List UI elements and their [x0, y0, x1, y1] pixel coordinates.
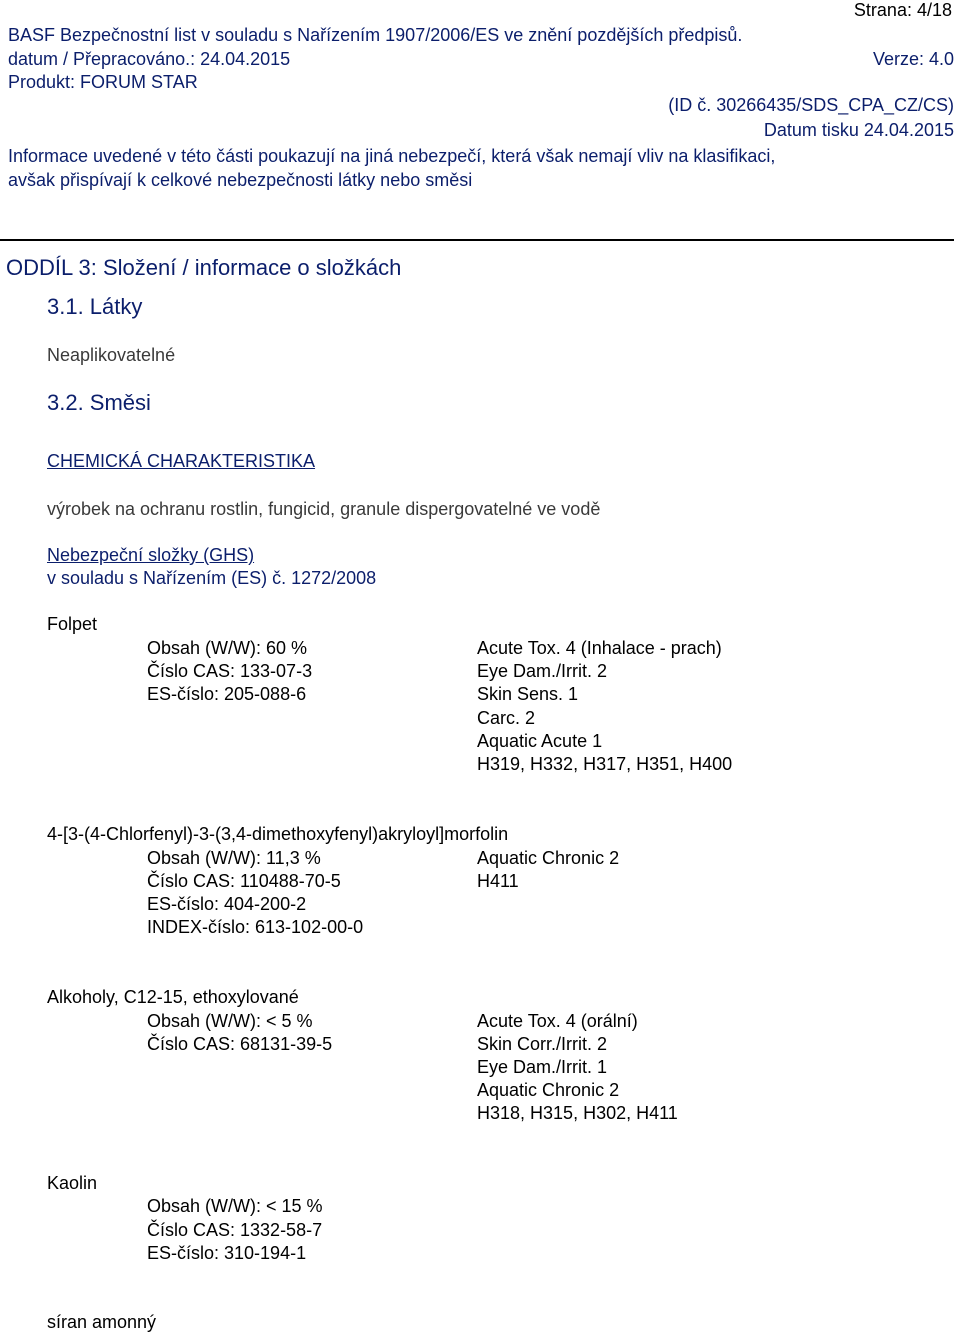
component-content: Obsah (W/W): 11,3 %: [147, 848, 321, 868]
component-cas: Číslo CAS: 1332-58-7: [147, 1220, 323, 1240]
hazard-class: Skin Corr./Irrit. 2: [477, 1034, 608, 1054]
component-cas: Číslo CAS: 68131-39-5: [147, 1034, 333, 1054]
hazard-class: Aquatic Acute 1: [477, 731, 603, 751]
component-ec: ES-číslo: 404-200-2: [147, 894, 307, 914]
page-number: Strana: 4/18: [853, 0, 952, 20]
document-title: BASF Bezpečnostní list v souladu s Nařízením 1907/2006/ES ve znění pozdějších předpisů.: [8, 25, 743, 45]
component-ec: ES-číslo: 310-194-1: [147, 1243, 307, 1263]
revision-date: datum / Přepracováno.: 24.04.2015: [8, 49, 291, 69]
hazard-class: Eye Dam./Irrit. 2: [477, 661, 608, 681]
hazard-class: Skin Sens. 1: [477, 684, 579, 704]
component-name: Folpet: [47, 614, 98, 634]
hazard-class: Acute Tox. 4 (orální): [477, 1011, 638, 1031]
section-divider: [0, 239, 954, 241]
version: Verze: 4.0: [872, 49, 954, 69]
component-name: Alkoholy, C12-15, ethoxylované: [47, 987, 299, 1007]
hazard-regulation: v souladu s Nařízením (ES) č. 1272/2008: [47, 568, 377, 588]
component-content: Obsah (W/W): < 15 %: [147, 1196, 323, 1216]
hazard-class: Aquatic Chronic 2: [477, 848, 620, 868]
component-cas: Číslo CAS: 133-07-3: [147, 661, 313, 681]
component-cas: Číslo CAS: 110488-70-5: [147, 871, 341, 891]
chem-char-heading: CHEMICKÁ CHARAKTERISTIKA: [47, 451, 316, 471]
section-title: ODDÍL 3: Složení / informace o složkách: [6, 255, 402, 280]
hazard-class: Carc. 2: [477, 708, 536, 728]
hazard-class: Aquatic Chronic 2: [477, 1080, 620, 1100]
print-date: Datum tisku 24.04.2015: [763, 120, 954, 140]
intro-line-1: Informace uvedené v této části poukazují na jiná nebezpečí, která však nemají vliv na klasifikaci,: [8, 146, 776, 166]
substances-text: Neaplikovatelné: [47, 345, 176, 365]
hazard-statements: H319, H332, H317, H351, H400: [477, 754, 733, 774]
component-ec: ES-číslo: 205-088-6: [147, 684, 307, 704]
subsection-substances: 3.1. Látky: [47, 294, 143, 319]
component-content: Obsah (W/W): < 5 %: [147, 1011, 313, 1031]
hazard-statements: H318, H315, H302, H411: [477, 1103, 678, 1123]
component-name: síran amonný: [47, 1312, 157, 1332]
component-content: Obsah (W/W): 60 %: [147, 638, 308, 658]
product-name: Produkt: FORUM STAR: [8, 72, 198, 92]
chem-char-text: výrobek na ochranu rostlin, fungicid, granule dispergovatelné ve vodě: [47, 499, 601, 519]
component-name: Kaolin: [47, 1173, 98, 1193]
component-name: 4-[3-(4-Chlorfenyl)-3-(3,4-dimethoxyfenyl)akryloyl]morfolin: [47, 824, 509, 844]
hazard-heading: Nebezpeční složky (GHS): [47, 545, 255, 565]
document-id: (ID č. 30266435/SDS_CPA_CZ/CS): [668, 95, 954, 115]
component-index: INDEX-číslo: 613-102-00-0: [147, 917, 364, 937]
subsection-mixtures: 3.2. Směsi: [47, 390, 151, 415]
intro-line-2: avšak přispívají k celkové nebezpečnosti látky nebo směsi: [8, 170, 473, 190]
hazard-class: Acute Tox. 4 (Inhalace - prach): [477, 638, 722, 658]
hazard-class: Eye Dam./Irrit. 1: [477, 1057, 608, 1077]
hazard-statements: H411: [477, 871, 519, 891]
